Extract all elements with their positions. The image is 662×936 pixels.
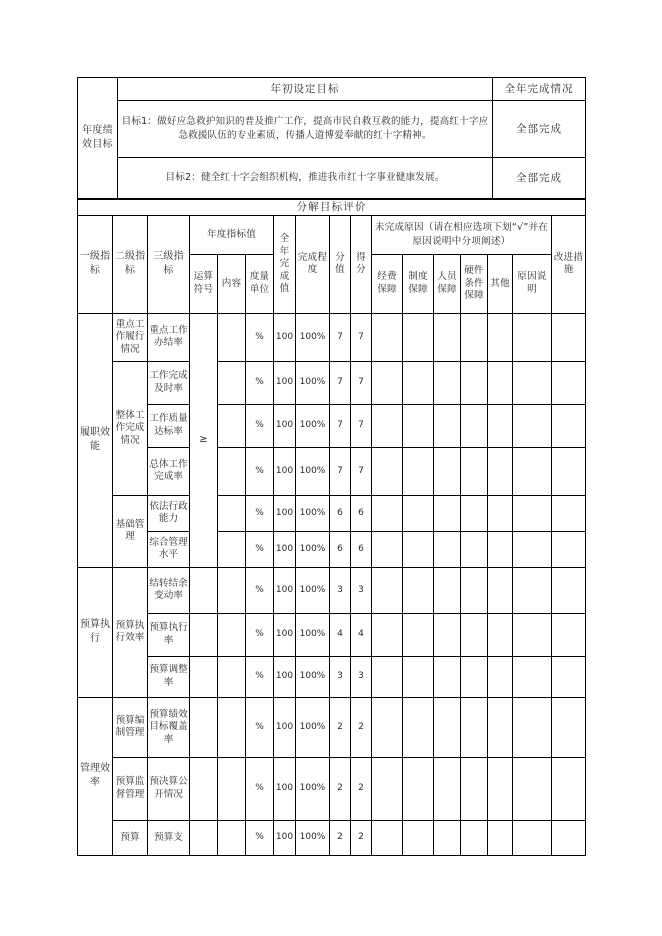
- unit-cell: %: [246, 531, 274, 567]
- header-score-value: 分值: [330, 215, 351, 313]
- score-value-cell: 7: [330, 447, 351, 495]
- reason-explanation-cell: [513, 495, 552, 531]
- reason-other-cell: [488, 495, 513, 531]
- reason-other-cell: [488, 697, 513, 757]
- score-value-cell: 6: [330, 531, 351, 567]
- reason-other-cell: [488, 820, 513, 855]
- score-value-cell: 7: [330, 404, 351, 447]
- reason-other-cell: [488, 313, 513, 361]
- reason-explanation-cell: [513, 567, 552, 613]
- score-value-cell: 7: [330, 361, 351, 404]
- completion-degree-cell: 100%: [296, 313, 330, 361]
- reason-explanation-cell: [513, 531, 552, 567]
- level2-cell: 预算执行效率: [113, 567, 148, 697]
- table-row: [78, 361, 586, 404]
- goal-2-status: 全部完成: [493, 158, 586, 199]
- table-row: [78, 447, 586, 495]
- improvement-cell: [552, 404, 586, 447]
- full-year-value-cell: 100: [274, 404, 296, 447]
- full-year-value-cell: 100: [274, 613, 296, 656]
- score-obtained-cell: 2: [351, 820, 372, 855]
- score-value-cell: 3: [330, 567, 351, 613]
- reason-explanation-cell: [513, 820, 552, 855]
- decomposed-title-row: [78, 200, 586, 216]
- reason-explanation-cell: [513, 697, 552, 757]
- reason-hardware-cell: [461, 697, 488, 757]
- level3-cell: 总体工作完成率: [148, 447, 190, 495]
- reason-funding-cell: [372, 447, 403, 495]
- header-reason-system: 制度保障: [403, 254, 434, 313]
- improvement-cell: [552, 656, 586, 697]
- reason-personnel-cell: [434, 531, 461, 567]
- level3-cell: 工作质量达标率: [148, 404, 190, 447]
- reason-system-cell: [403, 757, 434, 820]
- reason-personnel-cell: [434, 697, 461, 757]
- score-value-cell: 2: [330, 820, 351, 855]
- table-row: [78, 313, 586, 361]
- annual-goal-row-2: [78, 158, 586, 199]
- reason-personnel-cell: [434, 820, 461, 855]
- goal-1-text: 目标1：做好应急救护知识的普及推广工作，提高市民自救互救的能力，提高红十字应急救援队伍的专业素质，传播人道博爱奉献的红十字精神。: [118, 101, 493, 158]
- reason-hardware-cell: [461, 656, 488, 697]
- reason-personnel-cell: [434, 447, 461, 495]
- level2-cell: 预算监督管理: [113, 757, 148, 820]
- operator-cell: [190, 757, 218, 820]
- score-value-cell: 4: [330, 613, 351, 656]
- full-year-value-cell: 100: [274, 757, 296, 820]
- level3-cell: 预算支: [148, 820, 190, 855]
- operator-cell: ≥: [190, 313, 218, 567]
- level1-cell: 预算执行: [78, 567, 113, 697]
- annual-goal-row-1: [78, 101, 586, 158]
- operator-cell: [190, 613, 218, 656]
- header-reason-hardware: 硬件条件保障: [461, 254, 488, 313]
- score-obtained-cell: 4: [351, 613, 372, 656]
- level3-cell: 预算调整率: [148, 656, 190, 697]
- reason-hardware-cell: [461, 404, 488, 447]
- unit-cell: %: [246, 567, 274, 613]
- reason-system-cell: [403, 820, 434, 855]
- completion-degree-cell: 100%: [296, 361, 330, 404]
- completion-degree-cell: 100%: [296, 613, 330, 656]
- unit-cell: %: [246, 404, 274, 447]
- annual-goal-header-row: [78, 78, 586, 101]
- header-full-year-value: 全年完成值: [274, 215, 296, 313]
- reason-hardware-cell: [461, 820, 488, 855]
- reason-explanation-cell: [513, 757, 552, 820]
- reason-other-cell: [488, 757, 513, 820]
- reason-personnel-cell: [434, 404, 461, 447]
- level3-cell: 预算执行率: [148, 613, 190, 656]
- reason-system-cell: [403, 531, 434, 567]
- annual-status-col-header: 全年完成情况: [493, 78, 586, 101]
- goal-1-status: 全部完成: [493, 101, 586, 158]
- unit-cell: %: [246, 361, 274, 404]
- reason-system-cell: [403, 697, 434, 757]
- reason-personnel-cell: [434, 656, 461, 697]
- score-obtained-cell: 2: [351, 697, 372, 757]
- completion-degree-cell: 100%: [296, 820, 330, 855]
- unit-cell: %: [246, 656, 274, 697]
- table-row: [78, 613, 586, 656]
- reason-funding-cell: [372, 313, 403, 361]
- improvement-cell: [552, 495, 586, 531]
- reason-personnel-cell: [434, 613, 461, 656]
- header-content: 内容: [218, 254, 246, 313]
- table-row: [78, 697, 586, 757]
- full-year-value-cell: 100: [274, 567, 296, 613]
- table-row: [78, 531, 586, 567]
- score-obtained-cell: 7: [351, 447, 372, 495]
- reason-funding-cell: [372, 757, 403, 820]
- level2-cell: 预算: [113, 820, 148, 855]
- reason-other-cell: [488, 613, 513, 656]
- operator-cell: [190, 656, 218, 697]
- header-reason-explanation: 原因说明: [513, 254, 552, 313]
- score-obtained-cell: 7: [351, 361, 372, 404]
- header-reason-funding: 经费保障: [372, 254, 403, 313]
- level3-cell: 依法行政能力: [148, 495, 190, 531]
- improvement-cell: [552, 313, 586, 361]
- reason-funding-cell: [372, 656, 403, 697]
- unit-cell: %: [246, 613, 274, 656]
- completion-degree-cell: 100%: [296, 495, 330, 531]
- operator-cell: [190, 697, 218, 757]
- completion-degree-cell: 100%: [296, 656, 330, 697]
- reason-personnel-cell: [434, 757, 461, 820]
- decomposed-header-row-1: [78, 215, 586, 254]
- level2-cell: 整体工作完成情况: [113, 361, 148, 495]
- reason-personnel-cell: [434, 313, 461, 361]
- improvement-cell: [552, 361, 586, 404]
- completion-degree-cell: 100%: [296, 447, 330, 495]
- table-row: [78, 757, 586, 820]
- table-row: [78, 567, 586, 613]
- content-cell: [218, 567, 246, 613]
- reason-system-cell: [403, 447, 434, 495]
- completion-degree-cell: 100%: [296, 697, 330, 757]
- table-row: [78, 820, 586, 855]
- header-annual-target-value: 年度指标值: [190, 215, 274, 254]
- level3-cell: 重点工作办结率: [148, 313, 190, 361]
- performance-evaluation-page: [77, 77, 585, 856]
- reason-explanation-cell: [513, 613, 552, 656]
- reason-hardware-cell: [461, 447, 488, 495]
- reason-hardware-cell: [461, 567, 488, 613]
- improvement-cell: [552, 531, 586, 567]
- completion-degree-cell: 100%: [296, 567, 330, 613]
- reason-system-cell: [403, 495, 434, 531]
- goal-2-text: 目标2：健全红十字会组织机构，推进我市红十字事业健康发展。: [118, 158, 493, 199]
- score-value-cell: 7: [330, 313, 351, 361]
- level2-cell: 重点工作履行情况: [113, 313, 148, 361]
- reason-funding-cell: [372, 697, 403, 757]
- level1-cell: 履职效能: [78, 313, 113, 567]
- header-unit: 度量单位: [246, 254, 274, 313]
- decomposed-goal-table: [77, 199, 586, 856]
- improvement-cell: [552, 567, 586, 613]
- full-year-value-cell: 100: [274, 495, 296, 531]
- reason-funding-cell: [372, 567, 403, 613]
- annual-goal-row-label: 年度绩效目标: [78, 78, 118, 199]
- improvement-cell: [552, 697, 586, 757]
- content-cell: [218, 820, 246, 855]
- completion-degree-cell: 100%: [296, 757, 330, 820]
- level3-cell: 综合管理水平: [148, 531, 190, 567]
- table-row: [78, 495, 586, 531]
- reason-other-cell: [488, 567, 513, 613]
- score-obtained-cell: 2: [351, 757, 372, 820]
- full-year-value-cell: 100: [274, 531, 296, 567]
- header-reason-personnel: 人员保障: [434, 254, 461, 313]
- reason-funding-cell: [372, 531, 403, 567]
- reason-funding-cell: [372, 495, 403, 531]
- level3-cell: 工作完成及时率: [148, 361, 190, 404]
- reason-other-cell: [488, 656, 513, 697]
- table-row: [78, 656, 586, 697]
- reason-hardware-cell: [461, 495, 488, 531]
- full-year-value-cell: 100: [274, 697, 296, 757]
- unit-cell: %: [246, 495, 274, 531]
- completion-degree-cell: 100%: [296, 404, 330, 447]
- content-cell: [218, 656, 246, 697]
- reason-explanation-cell: [513, 656, 552, 697]
- content-cell: [218, 361, 246, 404]
- reason-system-cell: [403, 567, 434, 613]
- table-row: [78, 404, 586, 447]
- header-level1: 一级指标: [78, 215, 113, 313]
- header-level2: 二级指标: [113, 215, 148, 313]
- completion-degree-cell: 100%: [296, 531, 330, 567]
- score-value-cell: 2: [330, 697, 351, 757]
- reason-other-cell: [488, 404, 513, 447]
- content-cell: [218, 313, 246, 361]
- content-cell: [218, 495, 246, 531]
- score-obtained-cell: 3: [351, 567, 372, 613]
- unit-cell: %: [246, 447, 274, 495]
- level3-cell: 预算绩效目标覆盖率: [148, 697, 190, 757]
- unit-cell: %: [246, 697, 274, 757]
- content-cell: [218, 531, 246, 567]
- level3-cell: 结转结余变动率: [148, 567, 190, 613]
- reason-hardware-cell: [461, 361, 488, 404]
- unit-cell: %: [246, 757, 274, 820]
- full-year-value-cell: 100: [274, 447, 296, 495]
- reason-hardware-cell: [461, 313, 488, 361]
- reason-personnel-cell: [434, 361, 461, 404]
- reason-hardware-cell: [461, 531, 488, 567]
- content-cell: [218, 757, 246, 820]
- header-completion-degree: 完成程度: [296, 215, 330, 313]
- reason-explanation-cell: [513, 404, 552, 447]
- reason-other-cell: [488, 447, 513, 495]
- full-year-value-cell: 100: [274, 361, 296, 404]
- content-cell: [218, 697, 246, 757]
- improvement-cell: [552, 447, 586, 495]
- operator-cell: [190, 820, 218, 855]
- improvement-cell: [552, 757, 586, 820]
- full-year-value-cell: 100: [274, 820, 296, 855]
- content-cell: [218, 447, 246, 495]
- reason-personnel-cell: [434, 567, 461, 613]
- annual-goal-col-header: 年初设定目标: [118, 78, 493, 101]
- level3-cell: 预决算公开情况: [148, 757, 190, 820]
- unit-cell: %: [246, 820, 274, 855]
- score-obtained-cell: 6: [351, 495, 372, 531]
- operator-cell: [190, 567, 218, 613]
- annual-goal-table: [77, 77, 586, 199]
- reason-system-cell: [403, 313, 434, 361]
- score-value-cell: 6: [330, 495, 351, 531]
- header-score-obtained: 得分: [351, 215, 372, 313]
- reason-explanation-cell: [513, 447, 552, 495]
- reason-funding-cell: [372, 404, 403, 447]
- header-improvement: 改进措施: [552, 215, 586, 313]
- score-obtained-cell: 7: [351, 404, 372, 447]
- score-obtained-cell: 6: [351, 531, 372, 567]
- reason-hardware-cell: [461, 757, 488, 820]
- score-obtained-cell: 7: [351, 313, 372, 361]
- full-year-value-cell: 100: [274, 313, 296, 361]
- reason-system-cell: [403, 404, 434, 447]
- reason-explanation-cell: [513, 361, 552, 404]
- level2-cell: 预算编制管理: [113, 697, 148, 757]
- score-value-cell: 3: [330, 656, 351, 697]
- reason-explanation-cell: [513, 313, 552, 361]
- improvement-cell: [552, 613, 586, 656]
- header-unfinished-reason: 未完成原因（请在相应选项下划“√”并在原因说明中分项阐述）: [372, 215, 552, 254]
- reason-funding-cell: [372, 361, 403, 404]
- level1-cell: 管理效率: [78, 697, 113, 855]
- reason-hardware-cell: [461, 613, 488, 656]
- reason-funding-cell: [372, 613, 403, 656]
- level2-cell: 基础管理: [113, 495, 148, 567]
- header-operator: 运算符号: [190, 254, 218, 313]
- reason-other-cell: [488, 531, 513, 567]
- reason-system-cell: [403, 361, 434, 404]
- reason-personnel-cell: [434, 495, 461, 531]
- content-cell: [218, 613, 246, 656]
- unit-cell: %: [246, 313, 274, 361]
- score-value-cell: 2: [330, 757, 351, 820]
- reason-other-cell: [488, 361, 513, 404]
- full-year-value-cell: 100: [274, 656, 296, 697]
- improvement-cell: [552, 820, 586, 855]
- reason-system-cell: [403, 613, 434, 656]
- header-level3: 三级指标: [148, 215, 190, 313]
- decomposed-title: 分解目标评价: [78, 200, 586, 216]
- reason-funding-cell: [372, 820, 403, 855]
- score-obtained-cell: 3: [351, 656, 372, 697]
- content-cell: [218, 404, 246, 447]
- reason-system-cell: [403, 656, 434, 697]
- header-reason-other: 其他: [488, 254, 513, 313]
